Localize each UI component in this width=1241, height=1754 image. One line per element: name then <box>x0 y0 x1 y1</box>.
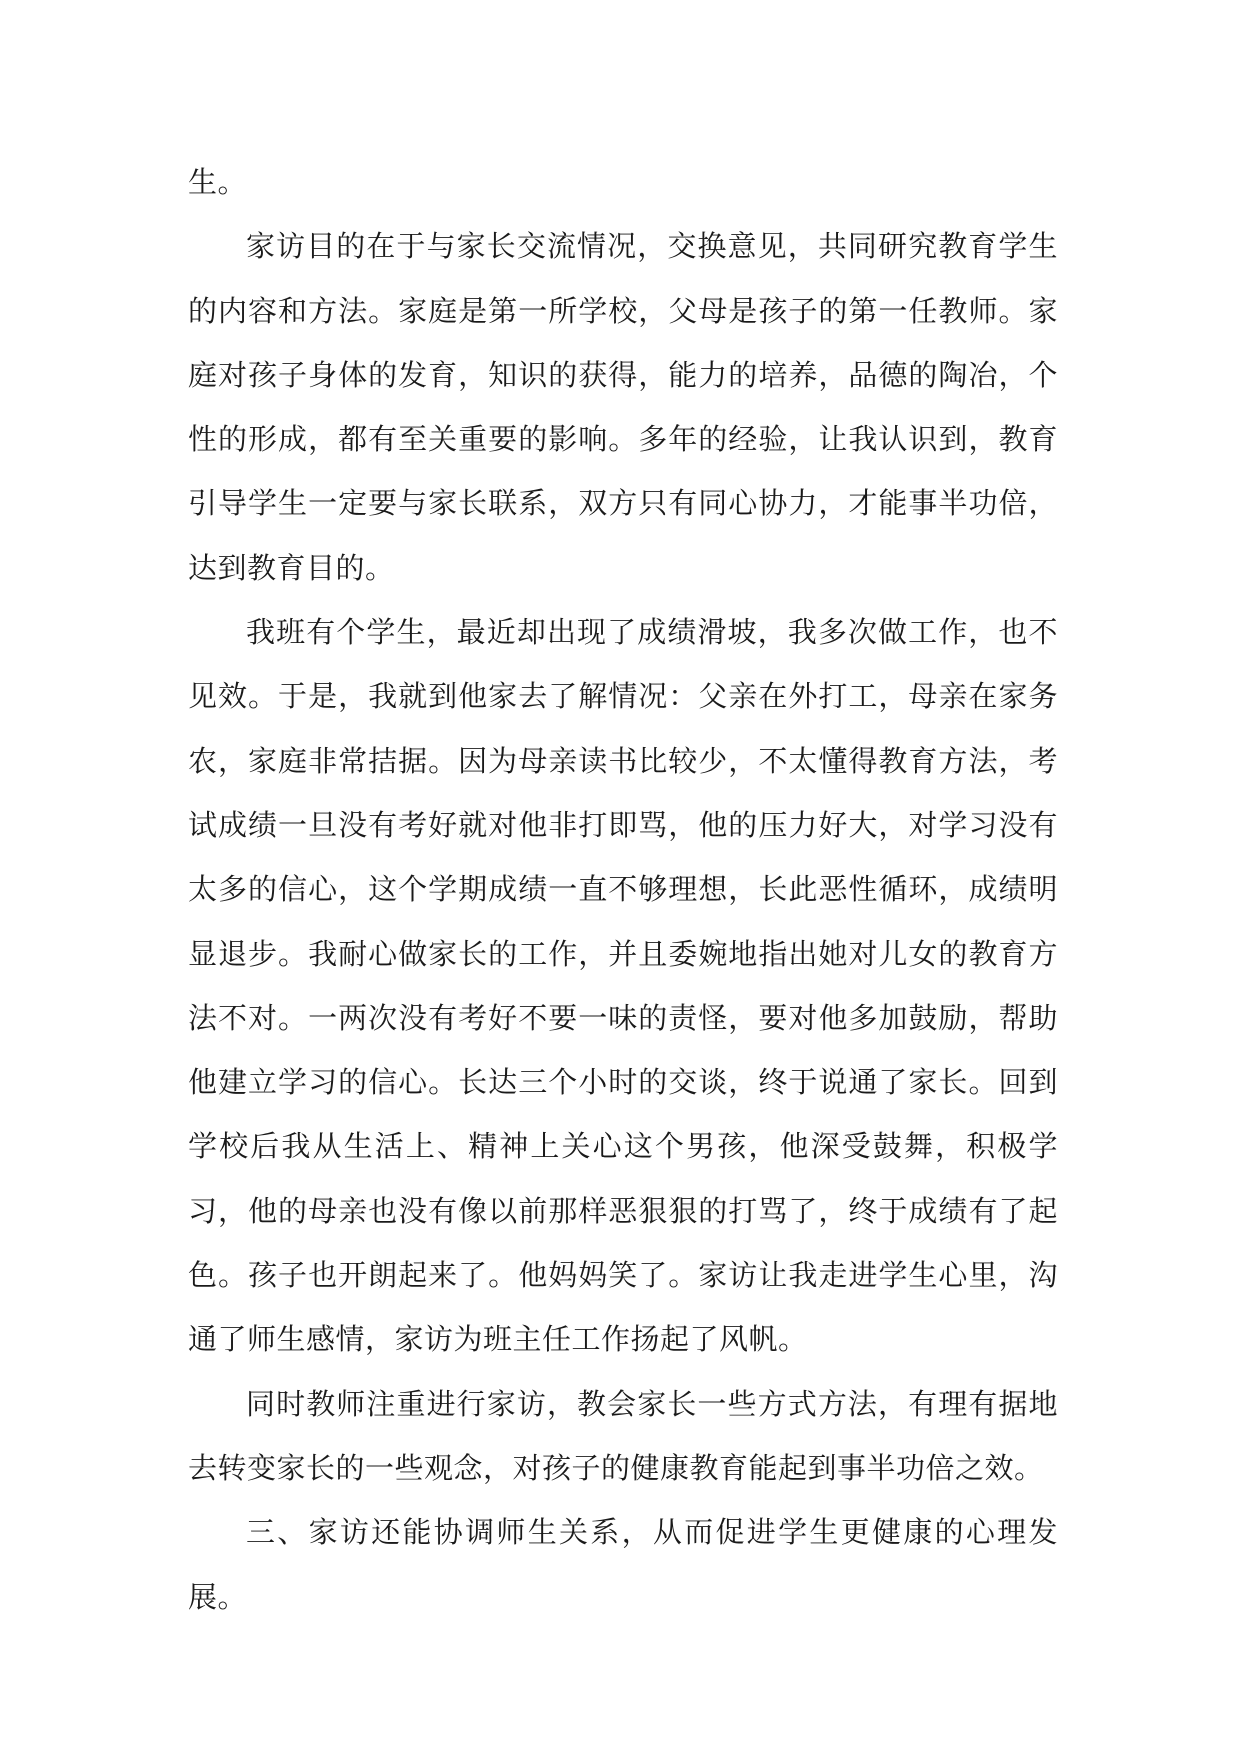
paragraph-teacher-guidance: 同时教师注重进行家访，教会家长一些方式方法，有理有据地去转变家长的一些观念，对孩子的健康教育能起到事半功倍之效。 <box>188 1386 1058 1485</box>
paragraph-home-visit-purpose: 家访目的在于与家长交流情况，交换意见，共同研究教育学生的内容和方法。家庭是第一所学校，父母是孩子的第一任教师。家庭对孩子身体的发育，知识的获得，能力的培养，品德的陶冶，个性的形成，都有至关重要的影响。多年的经验，让我认识到，教育引导学生一定要与家长联系，双方只有同心协力，才能事半功倍，达到教育目的。 <box>188 229 1058 585</box>
paragraph-continuation: 生。 <box>188 165 248 199</box>
document-body <box>188 150 1058 1629</box>
paragraph-section-three-heading: 三、家访还能协调师生关系，从而促进学生更健康的心理发展。 <box>188 1515 1058 1614</box>
paragraph-student-case: 我班有个学生，最近却出现了成绩滑坡，我多次做工作，也不见效。于是，我就到他家去了解情况：父亲在外打工，母亲在家务农，家庭非常拮据。因为母亲读书比较少，不太懂得教育方法，考试成绩一旦没有考好就对他非打即骂，他的压力好大，对学习没有太多的信心，这个学期成绩一直不够理想，长此恶性循环，成绩明显退步。我耐心做家长的工作，并且委婉地指出她对儿女的教育方法不对。一两次没有考好不要一味的责怪，要对他多加鼓励，帮助他建立学习的信心。长达三个小时的交谈，终于说通了家长。回到学校后我从生活上、精神上关心这个男孩，他深受鼓舞，积极学习，他的母亲也没有像以前那样恶狠狠的打骂了，终于成绩有了起色。孩子也开朗起来了。他妈妈笑了。家访让我走进学生心里，沟通了师生感情，家访为班主任工作扬起了风帆。 <box>188 615 1058 1357</box>
